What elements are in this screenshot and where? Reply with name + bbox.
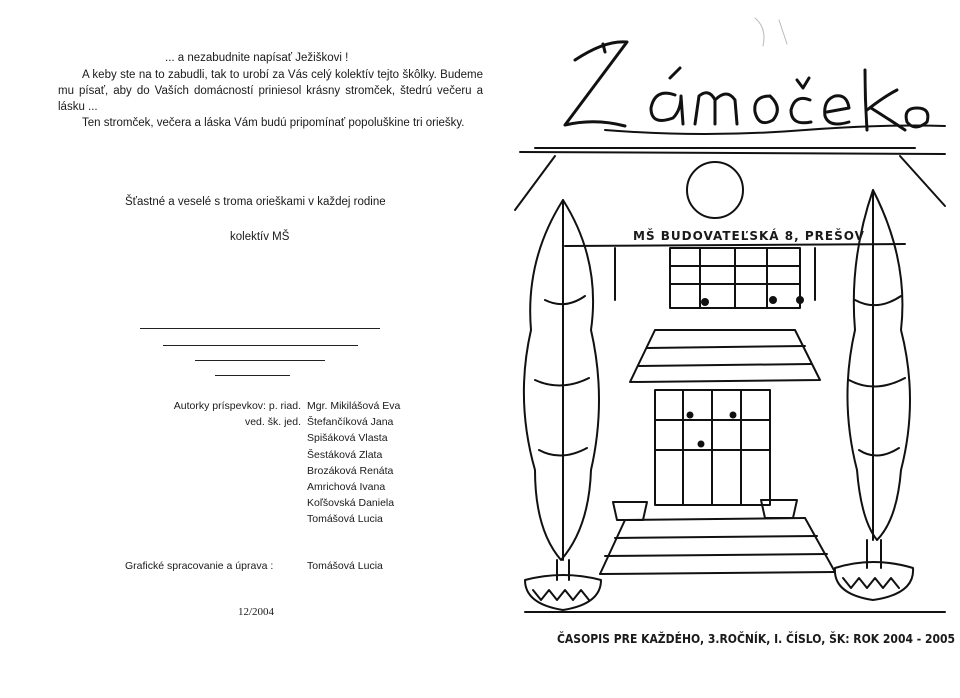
divider-line-3 [195, 360, 325, 361]
paragraph-1: A keby ste na to zabudli, tak to urobí za Vás celý kolektív tejto škôlky. Budeme mu písať, aby do Vaších domácností priniesol krásny stromček, štedrú večeru a lásku ... [58, 69, 483, 113]
letter-body [58, 67, 483, 131]
divider-line-2 [163, 345, 358, 346]
divider-line-4 [215, 375, 290, 376]
credits-list [135, 398, 400, 528]
cover-page [505, 0, 960, 698]
building-label: MŠ BUDOVATEĽSKÁ 8, PREŠOV [633, 229, 865, 243]
wish-line: Šťastné a veselé s troma orieškami v každej rodine [125, 196, 386, 208]
credit-row: Autorky príspevkov: p. riad. Mgr. Mikilášová Eva [173, 400, 401, 412]
credit-row: Tomášová Lucia [307, 513, 383, 526]
credit-row: Spišáková Vlasta [307, 432, 388, 445]
graphics-value: Tomášová Lucia [307, 560, 383, 572]
divider-line-1 [140, 328, 380, 329]
credit-row: Amrichová Ivana [307, 481, 386, 494]
credit-row: Brozáková Renáta [307, 464, 394, 477]
heading: ... a nezabudnite napísať Ježiškovi ! [165, 52, 349, 64]
signature: kolektív MŠ [230, 231, 290, 243]
cover-drawing [505, 0, 960, 698]
title-lettering [565, 42, 945, 134]
graphics-label: Grafické spracovanie a úprava : [125, 560, 274, 572]
cover-footer: ČASOPIS PRE KAŽDÉHO, 3.ROČNÍK, I. ČÍSLO, ŠK: ROK 2004 - 2005 [557, 632, 956, 646]
credit-row: ved. šk. jed. Štefančíková Jana [244, 416, 394, 429]
credit-row: Koľšovská Daniela [307, 497, 395, 510]
issue-date: 12/2004 [238, 606, 275, 618]
credit-row: Šestáková Zlata [307, 448, 383, 461]
paragraph-2: Ten stromček, večera a láska Vám budú pripomínať popoluškine tri oriešky. [82, 117, 465, 129]
